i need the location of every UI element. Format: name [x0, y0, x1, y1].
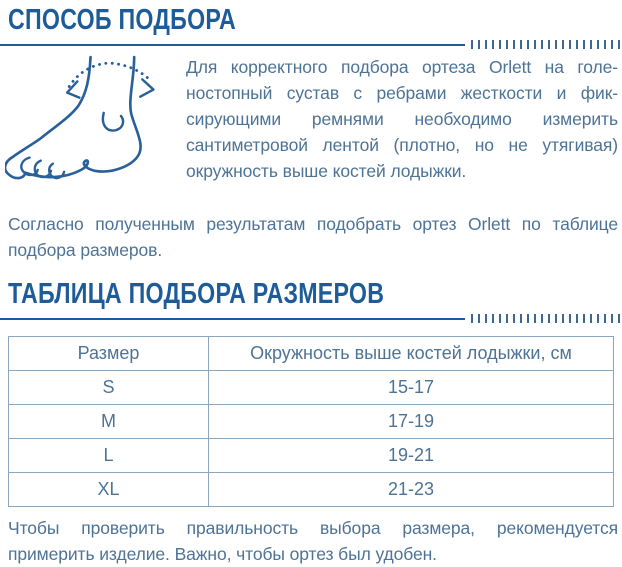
header-tick-marks	[471, 314, 622, 323]
size-cell: XL	[9, 473, 209, 507]
size-table-head	[9, 337, 614, 371]
header-tick-marks	[471, 40, 622, 49]
measurement-dotted-arc	[69, 63, 150, 86]
foot-outline	[5, 57, 141, 178]
header-rule-line	[0, 318, 465, 320]
measurement-line	[67, 63, 153, 98]
size-table-row	[9, 371, 614, 405]
circumference-cell: 17-19	[209, 405, 614, 439]
size-table-section-header	[0, 280, 622, 323]
method-section-header	[0, 6, 622, 49]
arrow-right-icon	[140, 79, 153, 96]
method-intro-paragraph: Для корректного подбора ортеза Orlett на голе-ностопный сустав с ребрами жесткости и фик-сирующими ремнями необходимо измерить сантиметровой лентой (плотно, но не утягивая) окружность выше костей лодыжки.	[186, 57, 618, 181]
manual-page	[0, 4, 622, 564]
header-rule	[0, 314, 622, 323]
circumference-cell: 19-21	[209, 439, 614, 473]
method-section-title: СПОСОБ ПОДБОРА	[8, 4, 237, 36]
circumference-cell: 15-17	[209, 371, 614, 405]
header-rule	[0, 40, 622, 49]
size-cell: M	[9, 405, 209, 439]
size-table-section-title: ТАБЛИЦА ПОДБОРА РАЗМЕРОВ	[8, 278, 385, 310]
size-column-header: Размер	[9, 337, 209, 371]
size-cell: L	[9, 439, 209, 473]
ankle-bone-line	[103, 113, 123, 131]
arrow-left-icon	[67, 81, 79, 97]
size-table-row	[9, 405, 614, 439]
size-table	[8, 336, 614, 507]
foot-ankle-measurement-illustration	[5, 52, 173, 186]
size-table-row	[9, 439, 614, 473]
size-table-row	[9, 473, 614, 507]
method-result-paragraph: Согласно полученным результатам подобрать ортез Orlett по таблице подбора размеров.	[8, 213, 618, 260]
header-rule-line	[0, 44, 465, 46]
size-table-header-row	[9, 337, 614, 371]
size-cell: S	[9, 371, 209, 405]
fit-note-paragraph: Чтобы проверить правильность выбора размера, рекомендуется примерить изделие. Важно, чтобы ортез был удобен.	[8, 518, 618, 564]
method-content	[0, 52, 622, 202]
circumference-cell: 21-23	[209, 473, 614, 507]
size-table-body	[9, 371, 614, 507]
circumference-column-header: Окружность выше костей лодыжки, см	[209, 337, 614, 371]
